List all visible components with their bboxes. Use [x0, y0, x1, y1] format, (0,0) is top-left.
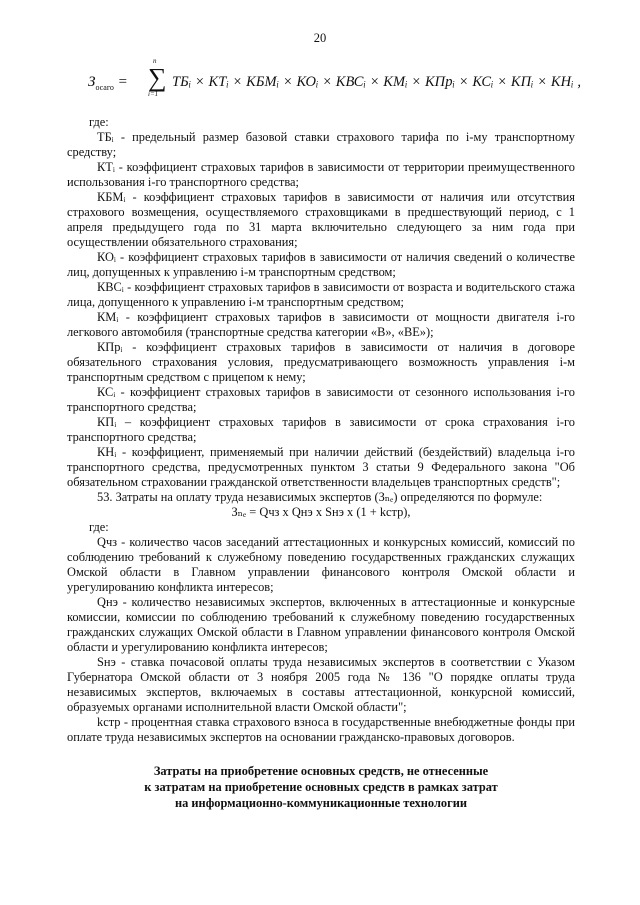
definition-kvs: КВСᵢ - коэффициент страховых тарифов в зависимости от возраста и водительского стажа лица, допущенного к управлению i-м транспортным средством;: [67, 280, 575, 309]
sum-upper-limit: n: [153, 57, 157, 65]
definition-kt: КТᵢ - коэффициент страховых тарифов в зависимости от территории преимущественного использования i-го транспортного средства;: [67, 160, 575, 189]
heading-line-3: на информационно-коммуникационные технологии: [174, 796, 468, 810]
section-53-where-label: где:: [89, 520, 109, 534]
section-53-formula: Зₙₑ = Qчз x Qнэ x Sнэ x (1 + kстр),: [231, 505, 411, 519]
definition-km: КМᵢ - коэффициент страховых тарифов в зависимости от мощности двигателя i-го легкового автомобиля (транспортные средства категории «В», «ВЕ»);: [67, 310, 575, 339]
heading-line-1: Затраты на приобретение основных средств, не отнесенные: [153, 764, 489, 778]
formula-rhs: ТБᵢ × КТᵢ × КБМᵢ × КОᵢ × КВСᵢ × КМᵢ × КПрᵢ × КСᵢ × КПᵢ × КНᵢ ,: [172, 74, 582, 90]
definition-kn: КНᵢ - коэффициент, применяемый при наличии действий (бездействий) владельца i-го транспортного средства, предусмотренных пунктом 3 статьи 9 Федерального закона "Об обязательном страховании гражданской ответственности владельцев транспортных средств";: [67, 445, 575, 489]
definition-kpr: КПрᵢ - коэффициент страховых тарифов в зависимости от наличия в договоре обязательного страхования условия, предусматривающего возможность управления i-м транспортным средством с прицепом к нему;: [67, 340, 575, 384]
page-number: 20: [313, 31, 327, 45]
section-53-intro: 53. Затраты на оплату труда независимых экспертов (Зₙₑ) определяются по формуле:: [97, 490, 543, 504]
definition-tb: ТБᵢ - предельный размер базовой ставки страхового тарифа по i-му транспортному средству;: [67, 130, 575, 159]
formula-lhs: $З_{осаго}$ =: [88, 74, 128, 92]
definition-kstr: kстр - процентная ставка страхового взноса в государственные внебюджетные фонды при оплате труда независимых экспертов на основании гражданско-правовых договоров.: [67, 715, 575, 744]
definition-qchz: Qчз - количество часов заседаний аттестационных и конкурсных комиссий, комиссий по соблюдению требований к служебному поведению государственных гражданских служащих Омской области в Главном управлении финансового контроля Омской области и урегулированию конфликта интересов;: [67, 535, 575, 594]
definition-ko: КОᵢ - коэффициент страховых тарифов в зависимости от наличия сведений о количестве лиц, допущенных к управлению i-м транспортным средством;: [67, 250, 575, 279]
definition-ks: КСᵢ - коэффициент страховых тарифов в зависимости от сезонного использования i-го транспортного средства;: [67, 385, 575, 414]
definition-kp: КПᵢ – коэффициент страховых тарифов в зависимости от срока страхования i-го транспортного средства;: [67, 415, 575, 444]
where-label: где:: [89, 115, 109, 129]
definition-kbm: КБМᵢ - коэффициент страховых тарифов в зависимости от наличия или отсутствия страхового возмещения, осуществляемого страховщиками в предшествующий период, с 1 апреля предыдущего года по 31 марта включительно следующего за ним года при осуществлении обязательного страхования;: [67, 190, 575, 249]
sum-symbol: ∑: [148, 63, 167, 92]
osago-formula: [60, 57, 600, 102]
section-heading: [67, 763, 575, 811]
definition-sne: Sнэ - ставка почасовой оплаты труда независимых экспертов в соответствии с Указом Губернатора Омской области от 3 ноября 2005 года № 136 "О порядке оплаты труда независимых экспертов, включаемых в составы аттестационной, конкурсной комиссий, образуемых органами исполнительной власти Омской области";: [67, 655, 575, 714]
definition-qne: Qнэ - количество независимых экспертов, включенных в аттестационные и конкурсные комиссии, комиссии по соблюдению требований к служебному поведению государственных гражданских служащих Омской области в Главном управлении финансового контроля Омской области и урегулированию конфликта интересов;: [67, 595, 575, 654]
document-body: [67, 115, 575, 811]
sum-lower-limit: i=1: [148, 90, 159, 98]
heading-line-2: к затратам на приобретение основных средств в рамках затрат: [144, 780, 498, 794]
